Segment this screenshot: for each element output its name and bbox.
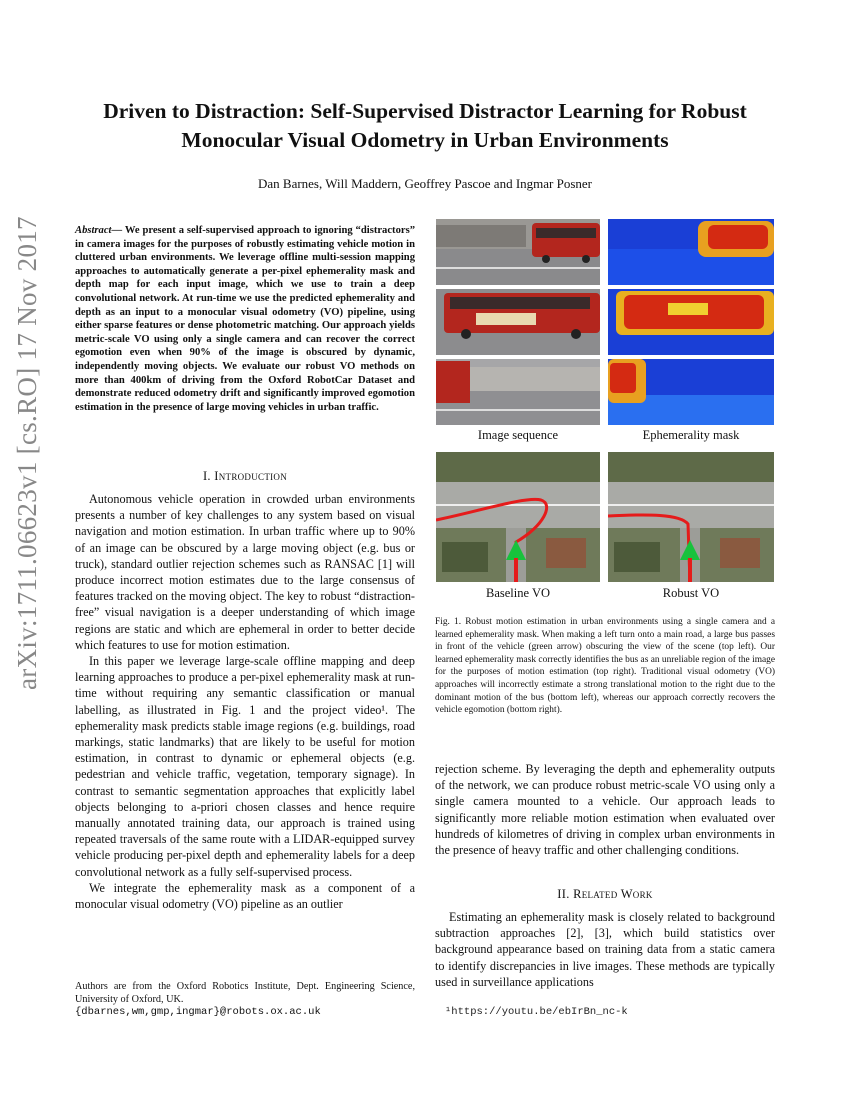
figure-map-robust (608, 452, 774, 582)
figure-photo-1 (436, 219, 600, 285)
label-ephemerality-mask: Ephemerality mask (642, 428, 740, 442)
arxiv-side-label: arXiv:1711.06623v1 [cs.RO] 17 Nov 2017 (12, 216, 42, 690)
footnote-affiliation (75, 980, 415, 1019)
intro-paragraph-3: We integrate the ephemerality mask as a component of a monocular visual odometry (VO) pipeline as an outlier (75, 880, 415, 912)
related-paragraph-1: Estimating an ephemerality mask is closely related to background subtraction approaches [2], [3], which build statistics over background appearance based on training data from a static camera to identify discrepancies in live images. These methods are typically used in surveillance applications (435, 910, 775, 989)
abstract-text: — We present a self-supervised approach to ignoring “distractors” in camera images for the purposes of robustly estimating vehicle motion in cluttered urban environments. We leverage offline multi-session mapping approaches to automatically generate a per-pixel ephemerality mask and depth map for each input image, which we use to train a deep convolutional network. At run-time we use the predicted ephemerality and depth as an input to a monocular visual odometry (VO) pipeline, using either sparse features or dense photometric matching. Our approach yields metric-scale VO using only a single camera and can recover the correct egomotion even when 90% of the image is obscured by dynamic, independently moving objects. We evaluate our robust VO methods on more than 400km of driving from the Oxford RobotCar Dataset and demonstrate reduced odometry drift and significantly improved egomotion estimation in the presence of large moving vehicles in urban traffic. (75, 225, 415, 413)
figure-photo-3 (436, 359, 600, 425)
right-column-text (435, 761, 775, 858)
label-robust-vo: Robust VO (662, 586, 720, 600)
figure-photo-2 (436, 289, 600, 355)
footnote-video-link[interactable]: ¹https://youtu.be/ebIrBn_nc-k (445, 1006, 628, 1018)
paper-title: Driven to Distraction: Self-Supervised Distractor Learning for Robust Monocular Visual Odometry in Urban Environments (103, 99, 747, 152)
intro-body (75, 491, 415, 912)
intro-paragraph-1: Autonomous vehicle operation in crowded urban environments presents a number of key challenges to any system based on visual navigation and motion estimation. In urban traffic where up to 90% of an image can be obscured by a large moving object (e.g. bus or truck), standard outlier rejection schemes such as RANSAC [1] will produce incorrect motion estimates due to the large consensus of features tracked on the moving object. The key to robust “distraction-free” visual navigation is a deeper understanding of which image regions are static and which are ephemeral in order to better decide which features to use for motion estimation. (75, 492, 415, 652)
label-image-sequence: Image sequence (477, 428, 559, 442)
authors: Dan Barnes, Will Maddern, Geoffrey Pascoe and Ingmar Posner (257, 176, 592, 191)
abstract (75, 224, 415, 414)
abstract-lead: Abstract (75, 225, 112, 236)
intro-heading: I. Introduction (202, 469, 288, 483)
right-paragraph: rejection scheme. By leveraging the depth and ephemerality outputs of the network, we can produce robust metric-scale VO using only a single camera mounted to a vehicle. Our approach leads to significantly more reliable motion estimation when evaluated over hundreds of kilometres of driving in complex urban environments in the presence of heavy traffic and other challenging conditions. (435, 762, 775, 858)
footnote-email: {dbarnes,wm,gmp,ingmar}@robots.ox.ac.uk (75, 1006, 321, 1018)
related-heading: II. Related Work (557, 887, 653, 901)
figure-mask-2 (608, 289, 774, 355)
figure-mask-3 (608, 359, 774, 425)
footnote-affiliation-text: Authors are from the Oxford Robotics Institute, Dept. Engineering Science, University of Oxford, UK. (75, 981, 415, 1005)
figure-map-baseline (436, 452, 600, 582)
related-body (435, 909, 775, 990)
intro-paragraph-2: In this paper we leverage large-scale offline mapping and deep learning approaches to produce a per-pixel ephemerality mask at run-time without requiring any semantic classification or manual labelling, as illustrated in Fig. 1 and the project video¹. The ephemerality mask predicts stable image regions (e.g. buildings, road markings, static landmarks) that are likely to be useful for motion estimation, in contrast to dynamic or ephemeral objects (e.g. pedestrian and vehicle traffic, vegetation, temporary signage). In contrast to semantic segmentation approaches that explicitly label objects belonging to a-priori chosen classes and hence require manually annotated training data, our approach is trained using repeated traversals of the same route with a LIDAR-equipped survey vehicle producing per-pixel depth and ephemerality labels for a deep convolutional network as a fully self-supervised process. (75, 654, 415, 879)
label-baseline-vo: Baseline VO (486, 586, 550, 600)
figure-mask-1 (608, 219, 774, 285)
figure-caption: Fig. 1. Robust motion estimation in urban environments using a single camera and a learned ephemerality mask. When making a left turn onto a main road, a large bus passes in front of the vehicle (green arrow) obscuring the view of the scene (top left). Our learned ephemerality mask correctly identifies the bus as an unreliable region of the image for the purposes of motion estimation (top right). Traditional visual odometry (VO) approaches will incorrectly estimate a strong translational motion to the right due to the dominant motion of the bus (bottom left), whereas our approach correctly recovers the vehicle egomotion (bottom right). (435, 617, 775, 716)
